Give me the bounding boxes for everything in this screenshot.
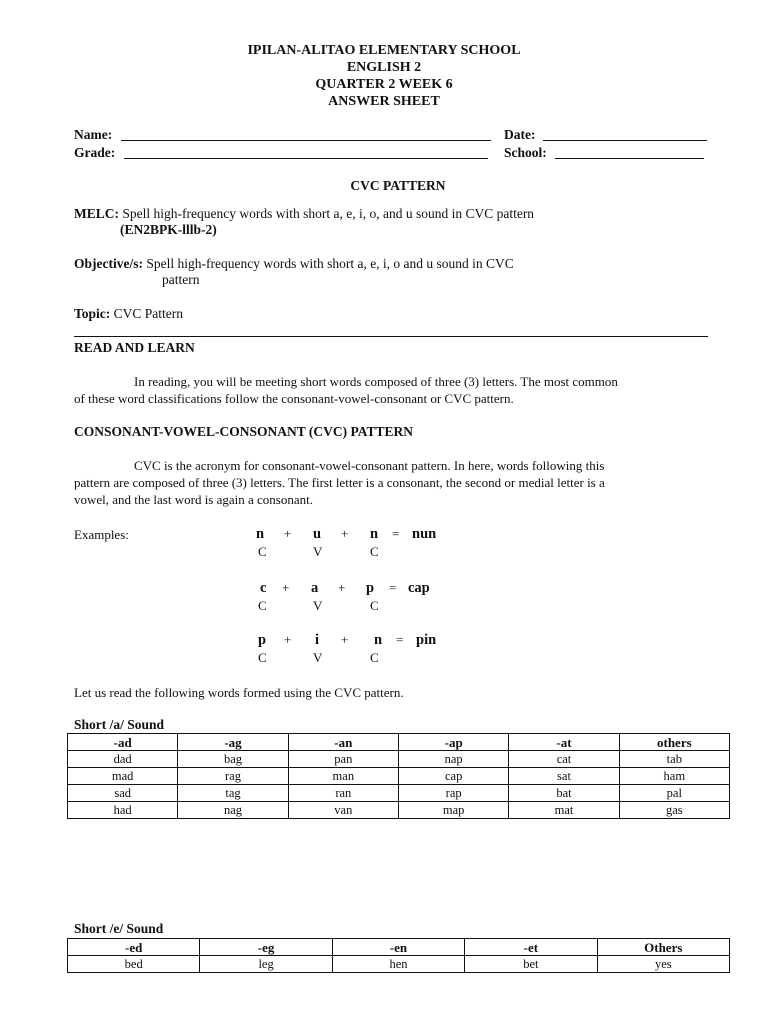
- short-a-header: others: [619, 734, 729, 751]
- short-a-table: [67, 733, 730, 819]
- table-cell: cap: [398, 768, 508, 785]
- examples-label: Examples:: [74, 527, 129, 542]
- example-2-word: cap: [408, 580, 430, 596]
- name-line[interactable]: [121, 140, 491, 141]
- example-3-plus2: +: [341, 632, 349, 647]
- example-2-v-label: V: [313, 598, 323, 613]
- melc-line: [74, 206, 534, 222]
- table-cell: pal: [619, 785, 729, 802]
- example-3-equals: =: [396, 632, 404, 647]
- example-2-plus1: +: [282, 580, 290, 595]
- grade-line[interactable]: [124, 158, 488, 159]
- short-a-header: -ap: [398, 734, 508, 751]
- example-3-c-label1: C: [258, 650, 267, 665]
- table-cell: nag: [178, 802, 288, 819]
- example-1-c-label2: C: [370, 544, 379, 559]
- melc-code: (EN2BPK-lllb-2): [120, 222, 217, 237]
- objective-text: Spell high-frequency words with short a, e, i, o and u sound in CVC: [146, 256, 514, 271]
- objective-text-cont: pattern: [162, 272, 200, 287]
- table-cell: yes: [597, 956, 729, 973]
- topic-text: CVC Pattern: [113, 306, 184, 321]
- document-type: ANSWER SHEET: [328, 94, 440, 109]
- table-row: [68, 956, 730, 973]
- objective-label: Objective/s:: [74, 256, 143, 271]
- read-and-learn-line1: In reading, you will be meeting short words composed of three (3) letters. The most common: [134, 374, 618, 389]
- cvc-line2: pattern are composed of three (3) letters. The first letter is a consonant, the second or medial letter is a: [74, 475, 605, 490]
- name-label: Name:: [74, 127, 113, 142]
- example-2-plus2: +: [338, 580, 346, 595]
- table-cell: ran: [288, 785, 398, 802]
- table-cell: gas: [619, 802, 729, 819]
- table-cell: cat: [509, 751, 619, 768]
- table-cell: rap: [398, 785, 508, 802]
- table-cell: had: [68, 802, 178, 819]
- short-e-table: [67, 938, 730, 973]
- example-1-c2: n: [370, 526, 379, 542]
- example-1-equals: =: [392, 526, 400, 541]
- quarter-week: QUARTER 2 WEEK 6: [315, 77, 453, 92]
- page-title: CVC PATTERN: [350, 178, 446, 193]
- table-cell: hen: [332, 956, 464, 973]
- example-3-word: pin: [416, 632, 437, 648]
- example-1-plus2: +: [341, 526, 349, 541]
- short-e-header: -en: [332, 939, 464, 956]
- table-cell: man: [288, 768, 398, 785]
- short-a-header-row: [68, 734, 730, 751]
- table-cell: rag: [178, 768, 288, 785]
- school-line[interactable]: [555, 158, 704, 159]
- table-cell: bag: [178, 751, 288, 768]
- table-cell: leg: [200, 956, 332, 973]
- table-intro: Let us read the following words formed using the CVC pattern.: [74, 685, 404, 700]
- example-3-v-label: V: [313, 650, 323, 665]
- example-3-c2: n: [374, 632, 383, 648]
- short-e-header: -et: [465, 939, 597, 956]
- example-3-c1: p: [258, 632, 267, 648]
- table-cell: mad: [68, 768, 178, 785]
- table-cell: bed: [68, 956, 200, 973]
- objective-line: [74, 256, 514, 272]
- read-and-learn-heading: READ AND LEARN: [74, 340, 195, 355]
- cvc-heading: CONSONANT-VOWEL-CONSONANT (CVC) PATTERN: [74, 424, 414, 439]
- short-e-header: -ed: [68, 939, 200, 956]
- date-label: Date:: [504, 127, 536, 142]
- table-cell: sad: [68, 785, 178, 802]
- example-2-equals: =: [389, 580, 397, 595]
- example-3-c-label2: C: [370, 650, 379, 665]
- table-cell: tag: [178, 785, 288, 802]
- example-2-c2: p: [366, 580, 375, 596]
- example-2-c1: c: [260, 580, 267, 596]
- example-2-c-label2: C: [370, 598, 379, 613]
- table-cell: bat: [509, 785, 619, 802]
- topic-label: Topic:: [74, 306, 111, 321]
- table-cell: dad: [68, 751, 178, 768]
- table-cell: nap: [398, 751, 508, 768]
- table-cell: tab: [619, 751, 729, 768]
- short-a-header: -an: [288, 734, 398, 751]
- example-1-word: nun: [412, 526, 437, 542]
- short-a-header: -ag: [178, 734, 288, 751]
- example-2-v: a: [311, 580, 319, 596]
- short-e-header: Others: [597, 939, 729, 956]
- example-1-c1: n: [256, 526, 265, 542]
- table-cell: bet: [465, 956, 597, 973]
- table-cell: pan: [288, 751, 398, 768]
- section-divider: [74, 336, 708, 337]
- table-row: [68, 802, 730, 819]
- example-1-c-label1: C: [258, 544, 267, 559]
- date-line[interactable]: [543, 140, 707, 141]
- table-row: [68, 768, 730, 785]
- example-1-plus1: +: [284, 526, 292, 541]
- table-cell: sat: [509, 768, 619, 785]
- table-cell: mat: [509, 802, 619, 819]
- short-e-title: Short /e/ Sound: [74, 921, 164, 936]
- school-label: School:: [504, 145, 547, 160]
- example-3-plus1: +: [284, 632, 292, 647]
- short-a-header: -ad: [68, 734, 178, 751]
- example-1-v-label: V: [313, 544, 323, 559]
- example-2-c-label1: C: [258, 598, 267, 613]
- table-cell: ham: [619, 768, 729, 785]
- table-cell: van: [288, 802, 398, 819]
- table-cell: map: [398, 802, 508, 819]
- example-3-v: i: [315, 632, 320, 648]
- school-name: IPILAN-ALITAO ELEMENTARY SCHOOL: [247, 43, 521, 58]
- melc-text: Spell high-frequency words with short a, e, i, o, and u sound in CVC pattern: [122, 206, 535, 221]
- subject: ENGLISH 2: [346, 60, 422, 75]
- table-row: [68, 751, 730, 768]
- cvc-line1: CVC is the acronym for consonant-vowel-consonant pattern. In here, words following this: [134, 458, 605, 473]
- topic-line: [74, 306, 183, 322]
- cvc-line3: vowel, and the last word is again a consonant.: [74, 492, 313, 507]
- short-a-title: Short /a/ Sound: [74, 717, 165, 732]
- short-e-header-row: [68, 939, 730, 956]
- grade-label: Grade:: [74, 145, 116, 160]
- example-1-v: u: [313, 526, 322, 542]
- melc-label: MELC:: [74, 206, 119, 221]
- table-row: [68, 785, 730, 802]
- short-a-header: -at: [509, 734, 619, 751]
- short-e-header: -eg: [200, 939, 332, 956]
- read-and-learn-line2: of these word classifications follow the consonant-vowel-consonant or CVC pattern.: [74, 391, 514, 406]
